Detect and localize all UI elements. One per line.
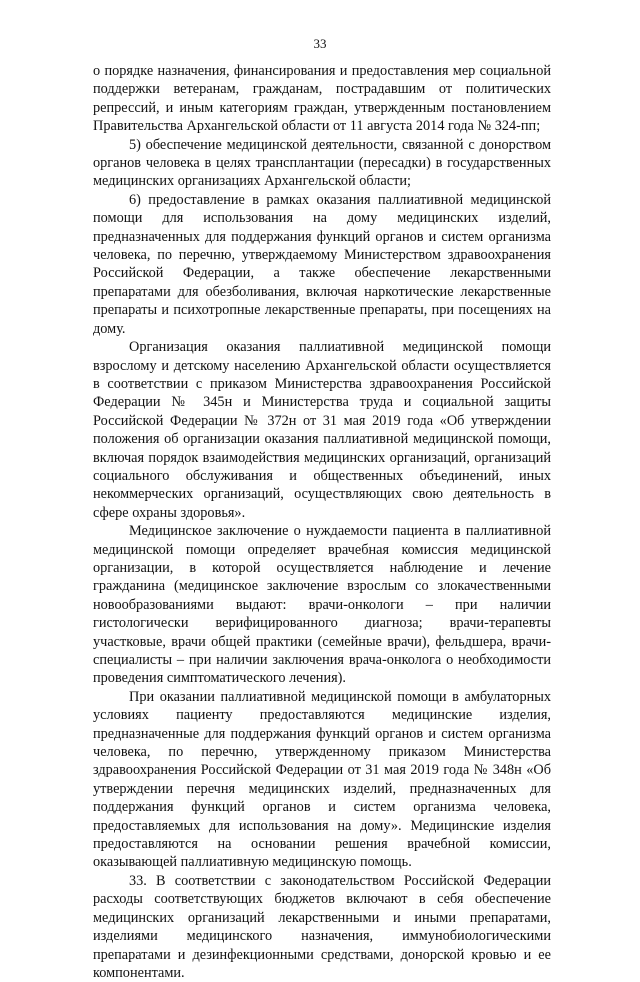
paragraph-item-6: 6) предоставление в рамках оказания паллиативной медицинской помощи для использования на дому медицинских изделий, предназначенных для поддержания функций органов и систем организма человека, по перечню, утверждаемому Министерством здравоохранения Российской Федерации, а также обеспечение лекарственными препаратами для обезболивания, включая наркотические лекарственные препараты и психотропные лекарственные препараты, при посещениях на дому. [93,191,551,337]
paragraph-medical-conclusion: Медицинское заключение о нуждаемости пациента в паллиативной медицинской помощи определяет врачебная комиссия медицинской организации, в которой осуществляется наблюдение и лечение гражданина (медицинское заключение взрослым со злокачественными новообразованиями выдают: врачи-онкологи – при наличии гистологически верифицированного диагноза; врачи-терапевты участковые, врачи общей практики (семейные врачи), фельдшера, врачи-специалисты – при наличии заключения врача-онколога о необходимости проведения симптоматического лечения). [93,523,551,687]
paragraph-item-33: 33. В соответствии с законодательством Российской Федерации расходы соответствующих бюджетов включают в себя обеспечение медицинских организаций лекарственными и иными препаратами, изделиями медицинского назначения, иммунобиологическими препаратами и дезинфекционными средствами, донорской кровью и ее компонентами. [93,872,551,981]
paragraph-outpatient-devices: При оказании паллиативной медицинской помощи в амбулаторных условиях пациенту предоставляются медицинские изделия, предназначенные для поддержания функций органов и систем организма человека, по перечню, утвержденному приказом Министерства здравоохранения Российской Федерации от 31 мая 2019 года № 348н «Об утверждении перечня медицинских изделий, предназначенных для поддержания функций органов и систем организма человека, предоставляемых для использования на дому». Медицинские изделия предоставляются на основании решения врачебной комиссии, оказывающей паллиативную медицинскую помощь. [93,688,551,871]
page-number: 33 [313,36,327,51]
paragraph-continuation: о порядке назначения, финансирования и предоставления мер социальной поддержки ветеранам, гражданам, пострадавшим от политических репрессий, и иным категориям граждан, утвержденным постановлением Правительства Архангельской области от 11 августа 2014 года № 324-пп; [93,63,551,135]
paragraph-item-5: 5) обеспечение медицинской деятельности, связанной с донорством органов человека в целях трансплантации (пересадки) в государственных медицинских организациях Архангельской области; [93,136,551,190]
paragraph-palliative-organization: Организация оказания паллиативной медицинской помощи взрослому и детскому населению Архангельской области осуществляется в соответствии с приказом Министерства здравоохранения Российской Федерации № 345н и Министерства труда и социальной защиты Российской Федерации № 372н от 31 мая 2019 года «Об утверждении положения об организации оказания паллиативной медицинской помощи, включая порядок взаимодействия медицинских организаций, организаций социального обслуживания и общественных объединений, иных некоммерческих организаций, осуществляющих свою деятельность в сфере охраны здоровья». [93,339,551,521]
document-body [93,62,551,982]
